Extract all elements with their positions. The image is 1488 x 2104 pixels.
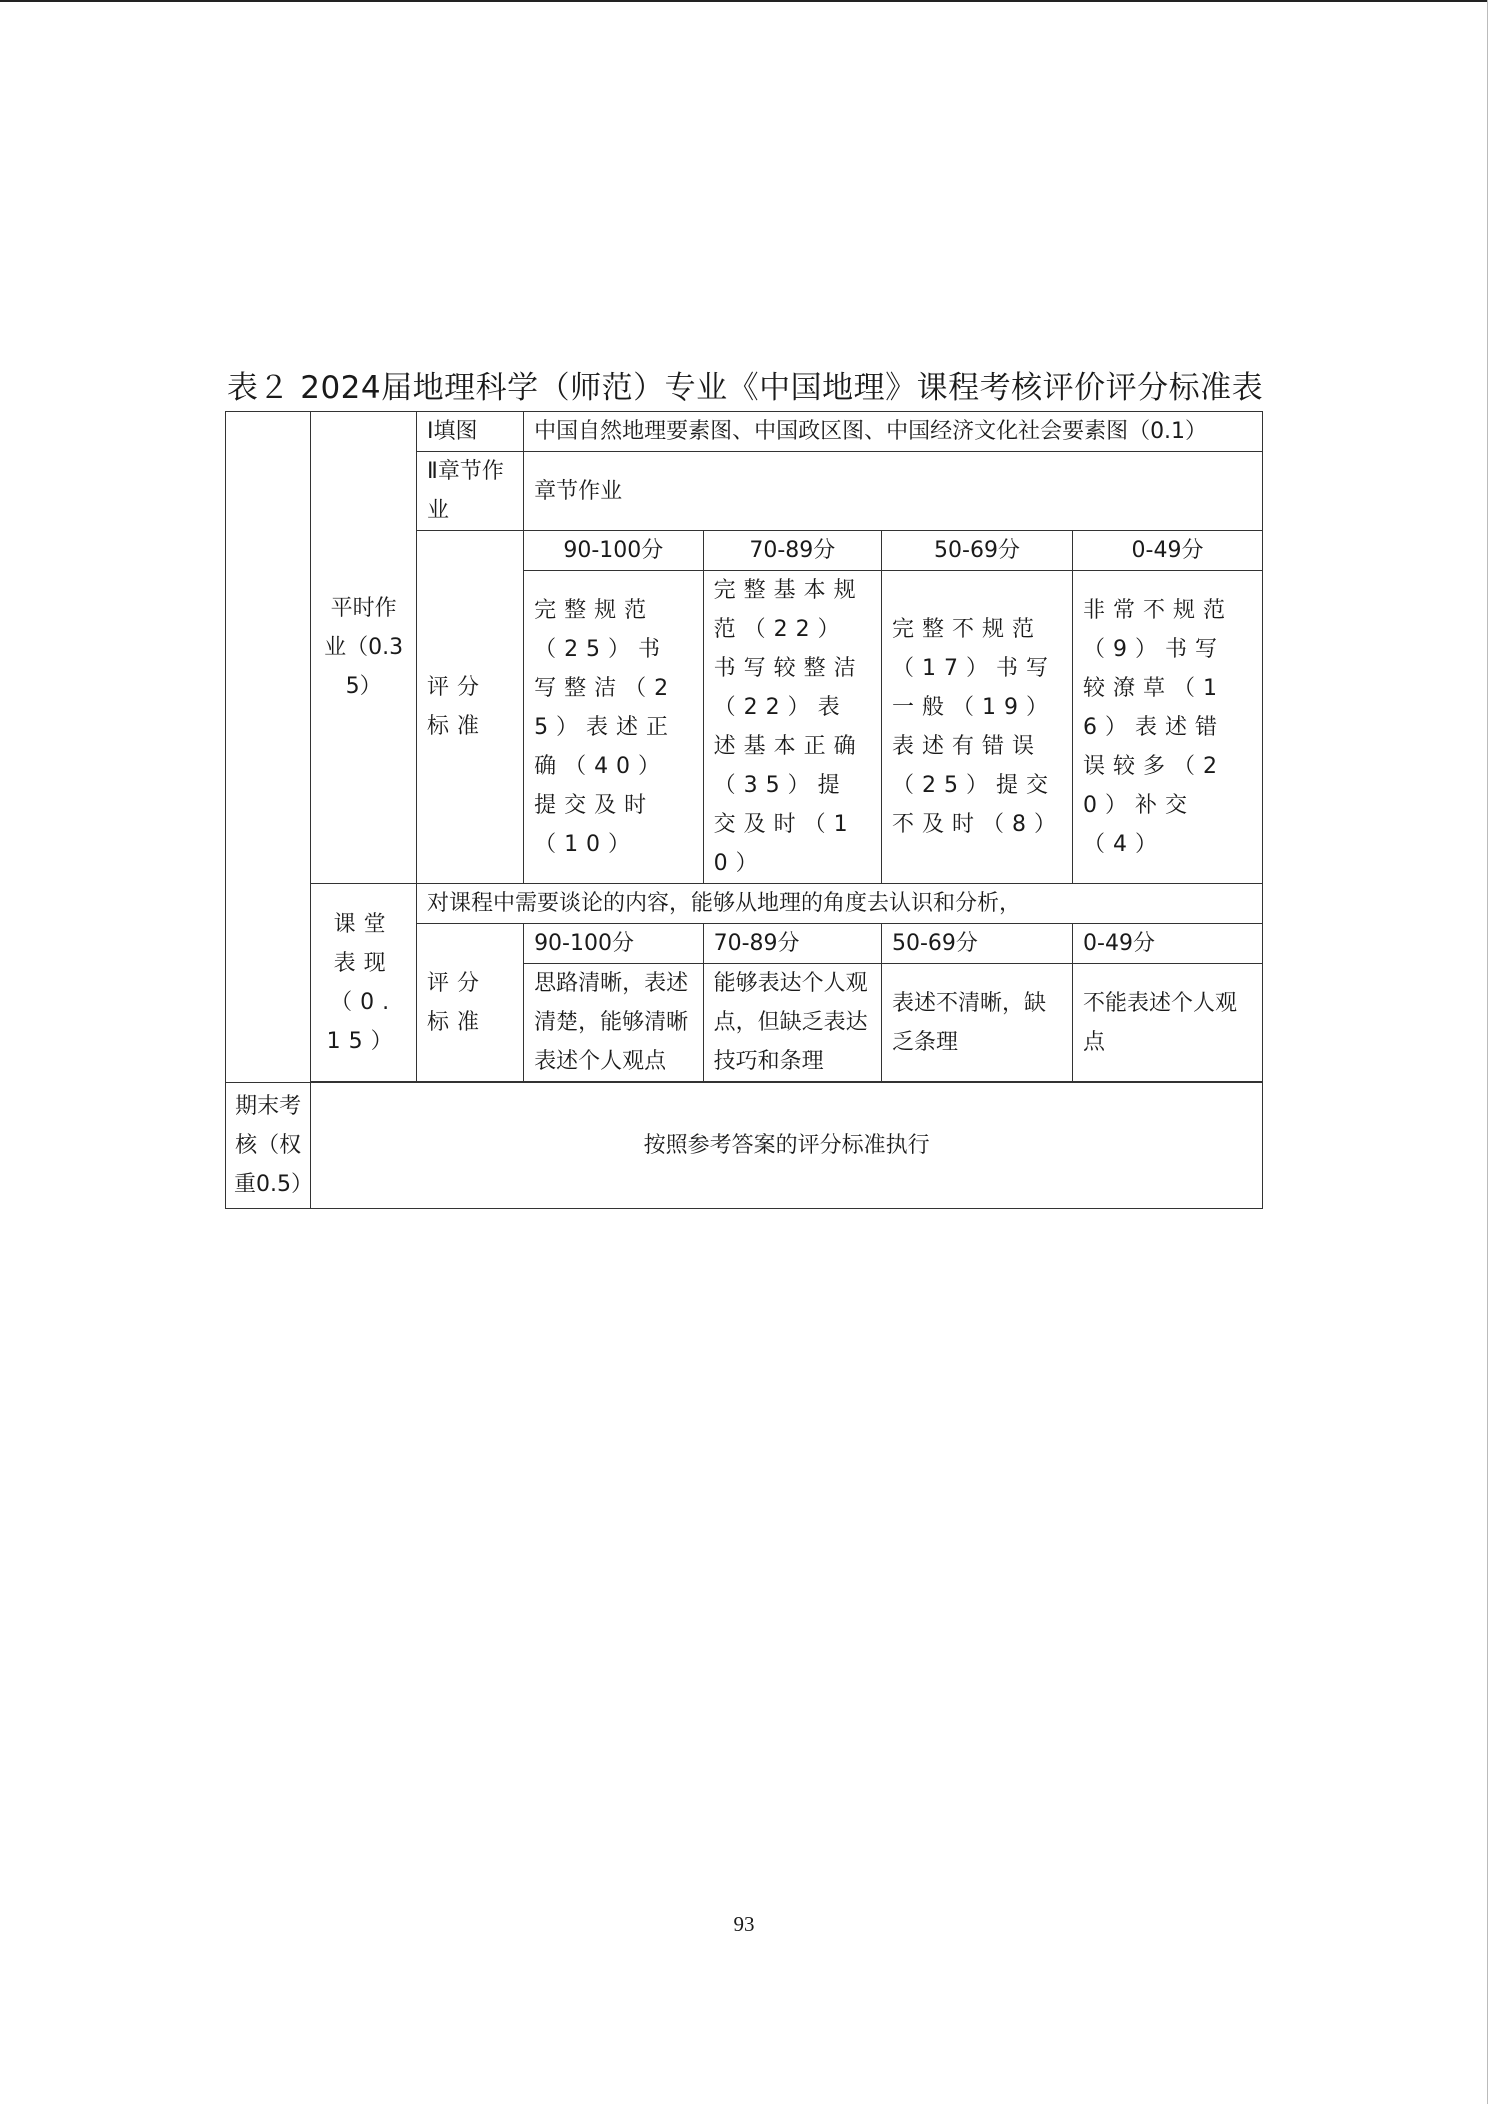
item2-content: 章节作业	[524, 452, 1263, 531]
grade-header: 50-69分	[882, 531, 1073, 571]
grade-header: 0-49分	[1073, 924, 1263, 964]
grade-header: 70-89分	[703, 924, 881, 964]
grade-header: 50-69分	[882, 924, 1073, 964]
page-number: 93	[733, 1912, 755, 1936]
homework-criteria-label: 评分标准	[417, 531, 524, 884]
grade-criteria: 表述不清晰，缺乏条理	[882, 964, 1073, 1082]
item1-label: Ⅰ填图	[417, 412, 524, 452]
grade-criteria: 思路清晰，表述清楚，能够清晰表述个人观点	[524, 964, 704, 1082]
grade-criteria: 完整基本规范（22）书写较整洁（22）表述基本正确（35）提交及时（10）	[703, 571, 881, 884]
homework-label: 平时作业（0.35）	[311, 412, 417, 884]
classroom-criteria-label: 评分标准	[417, 924, 524, 1082]
grade-header: 90-100分	[524, 531, 704, 571]
grade-criteria: 非常不规范（9）书写较潦草（16）表述错误较多（20）补交（4）	[1073, 571, 1263, 884]
final-exam-content: 按照参考答案的评分标准执行	[311, 1083, 1263, 1209]
table-row	[226, 884, 1263, 924]
table-row	[226, 412, 1263, 452]
blank-category-cell	[226, 412, 311, 1083]
grade-header: 0-49分	[1073, 531, 1263, 571]
classroom-label: 课堂表现（0.15）	[311, 884, 417, 1082]
classroom-description: 对课程中需要谈论的内容，能够从地理的角度去认识和分析，	[417, 884, 1263, 924]
grade-header: 70-89分	[703, 531, 881, 571]
grade-criteria: 能够表达个人观点，但缺乏表达技巧和条理	[703, 964, 881, 1082]
grade-criteria: 完整不规范（17）书写一般（19）表述有错误（25）提交不及时（8）	[882, 571, 1073, 884]
item1-content: 中国自然地理要素图、中国政区图、中国经济文化社会要素图（0.1）	[524, 412, 1263, 452]
grade-criteria: 完整规范（25）书写整洁（25）表述正确（40）提交及时（10）	[524, 571, 704, 884]
page-top-rule	[0, 0, 1488, 2]
table-title: 表２ 2024届地理科学（师范）专业《中国地理》课程考核评价评分标准表	[226, 370, 1264, 406]
item2-label: Ⅱ章节作业	[417, 452, 524, 531]
final-exam-label: 期末考核（权重0.5）	[226, 1083, 311, 1209]
table-row	[226, 1083, 1263, 1209]
grade-criteria: 不能表述个人观点	[1073, 964, 1263, 1082]
grading-table	[225, 411, 1263, 1209]
grade-header: 90-100分	[524, 924, 704, 964]
